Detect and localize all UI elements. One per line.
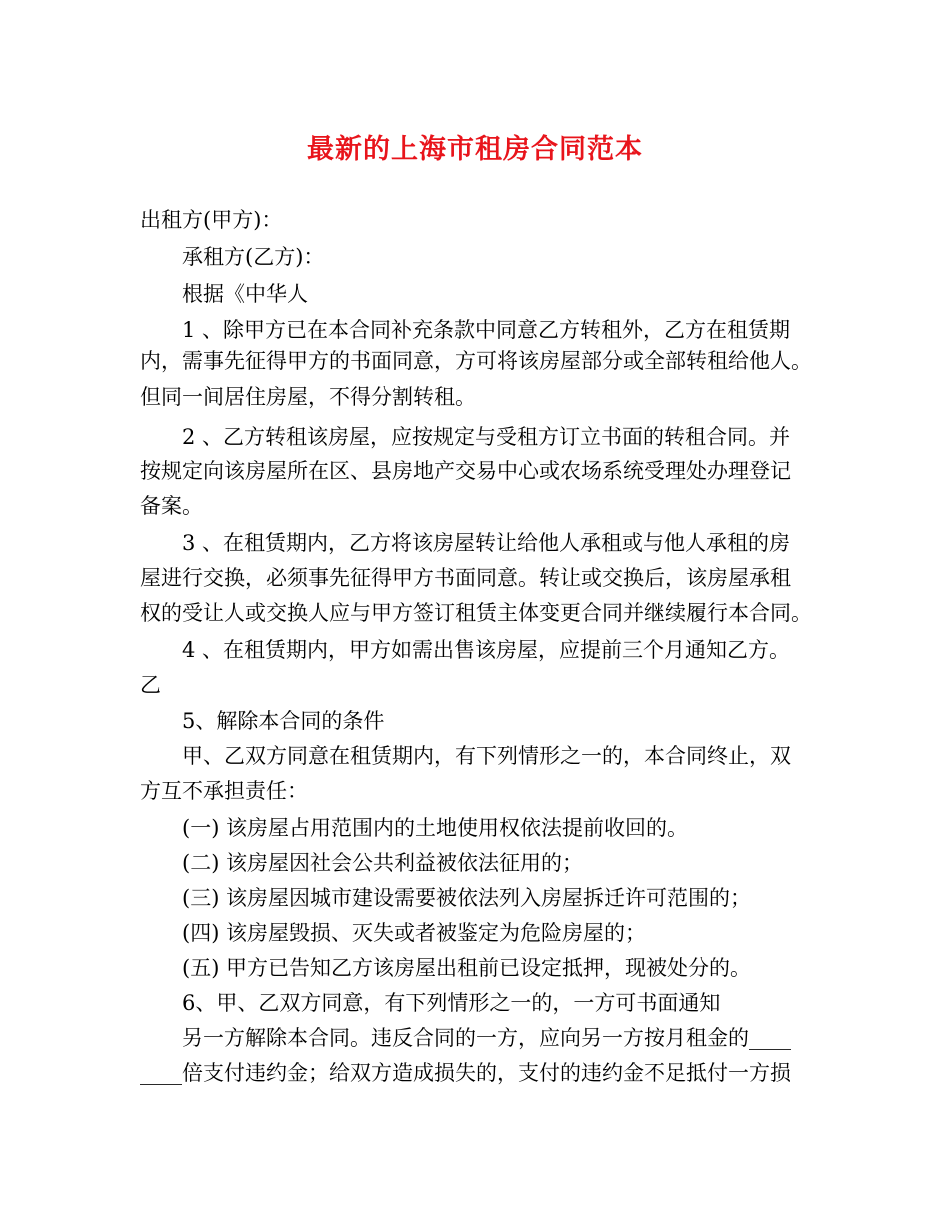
text-line-clause-1: 1 、除甲方已在本合同补充条款中同意乙方转租外，乙方在租赁期 xyxy=(182,318,791,342)
text-line-clause-2-cont: 按规定向该房屋所在区、县房地产交易中心或农场系统受理处办理登记 xyxy=(140,459,791,483)
text-line-clause-4-cont: 乙 xyxy=(140,673,161,697)
text-line-clause-4: 4 、在租赁期内，甲方如需出售该房屋，应提前三个月通知乙方。 xyxy=(182,638,791,662)
text-line-clause-3-cont: 屋进行交换，必须事先征得甲方书面同意。转让或交换后，该房屋承租 xyxy=(140,566,791,590)
text-line-clause-2-cont: 备案。 xyxy=(140,494,203,518)
text-line-clause-1-cont: 内，需事先征得甲方的书面同意，方可将该房屋部分或全部转租给他人。 xyxy=(140,349,812,373)
text-line-clause-5-intro: 甲、乙双方同意在租赁期内，有下列情形之一的，本合同终止，双 xyxy=(182,744,791,768)
text-line-basis: 根据《中华人 xyxy=(182,282,308,306)
text-line-clause-6: 6、甲、乙双方同意，有下列情形之一的，一方可书面通知 xyxy=(182,991,721,1015)
text-line-condition-2: (二) 该房屋因社会公共利益被依法征用的； xyxy=(182,851,584,875)
text-line-clause-2: 2 、乙方转租该房屋，应按规定与受租方订立书面的转租合同。并 xyxy=(182,425,791,449)
text-line-condition-4: (四) 该房屋毁损、灭失或者被鉴定为危险房屋的； xyxy=(182,921,647,945)
text-line-condition-5: (五) 甲方已告知乙方该房屋出租前已设定抵押，现被处分的。 xyxy=(182,956,752,980)
text-line-clause-5-intro-cont: 方互不承担责任： xyxy=(140,779,308,803)
text-line-clause-3-cont: 权的受让人或交换人应与甲方签订租赁主体变更合同并继续履行本合同。 xyxy=(140,601,812,625)
text-line-condition-3: (三) 该房屋因城市建设需要被依法列入房屋拆迁许可范围的； xyxy=(182,886,752,910)
text-line-lessor: 出租方(甲方)： xyxy=(140,208,283,232)
text-line-clause-6-cont: 另一方解除本合同。违反合同的一方，应向另一方按月租金的____ xyxy=(182,1026,791,1050)
text-line-condition-1: (一) 该房屋占用范围内的土地使用权依法提前收回的。 xyxy=(182,816,689,840)
text-line-clause-1-cont: 但同一间居住房屋，不得分割转租。 xyxy=(140,385,476,409)
text-line-clause-6-cont: ____倍支付违约金；给双方造成损失的，支付的违约金不足抵付一方损 xyxy=(140,1061,791,1085)
text-line-clause-5-heading: 5、解除本合同的条件 xyxy=(182,709,385,733)
text-line-lessee: 承租方(乙方)： xyxy=(182,245,325,269)
document-title: 最新的上海市租房合同范本 xyxy=(307,134,643,165)
text-line-clause-3: 3 、在租赁期内，乙方将该房屋转让给他人承租或与他人承租的房 xyxy=(182,531,791,555)
